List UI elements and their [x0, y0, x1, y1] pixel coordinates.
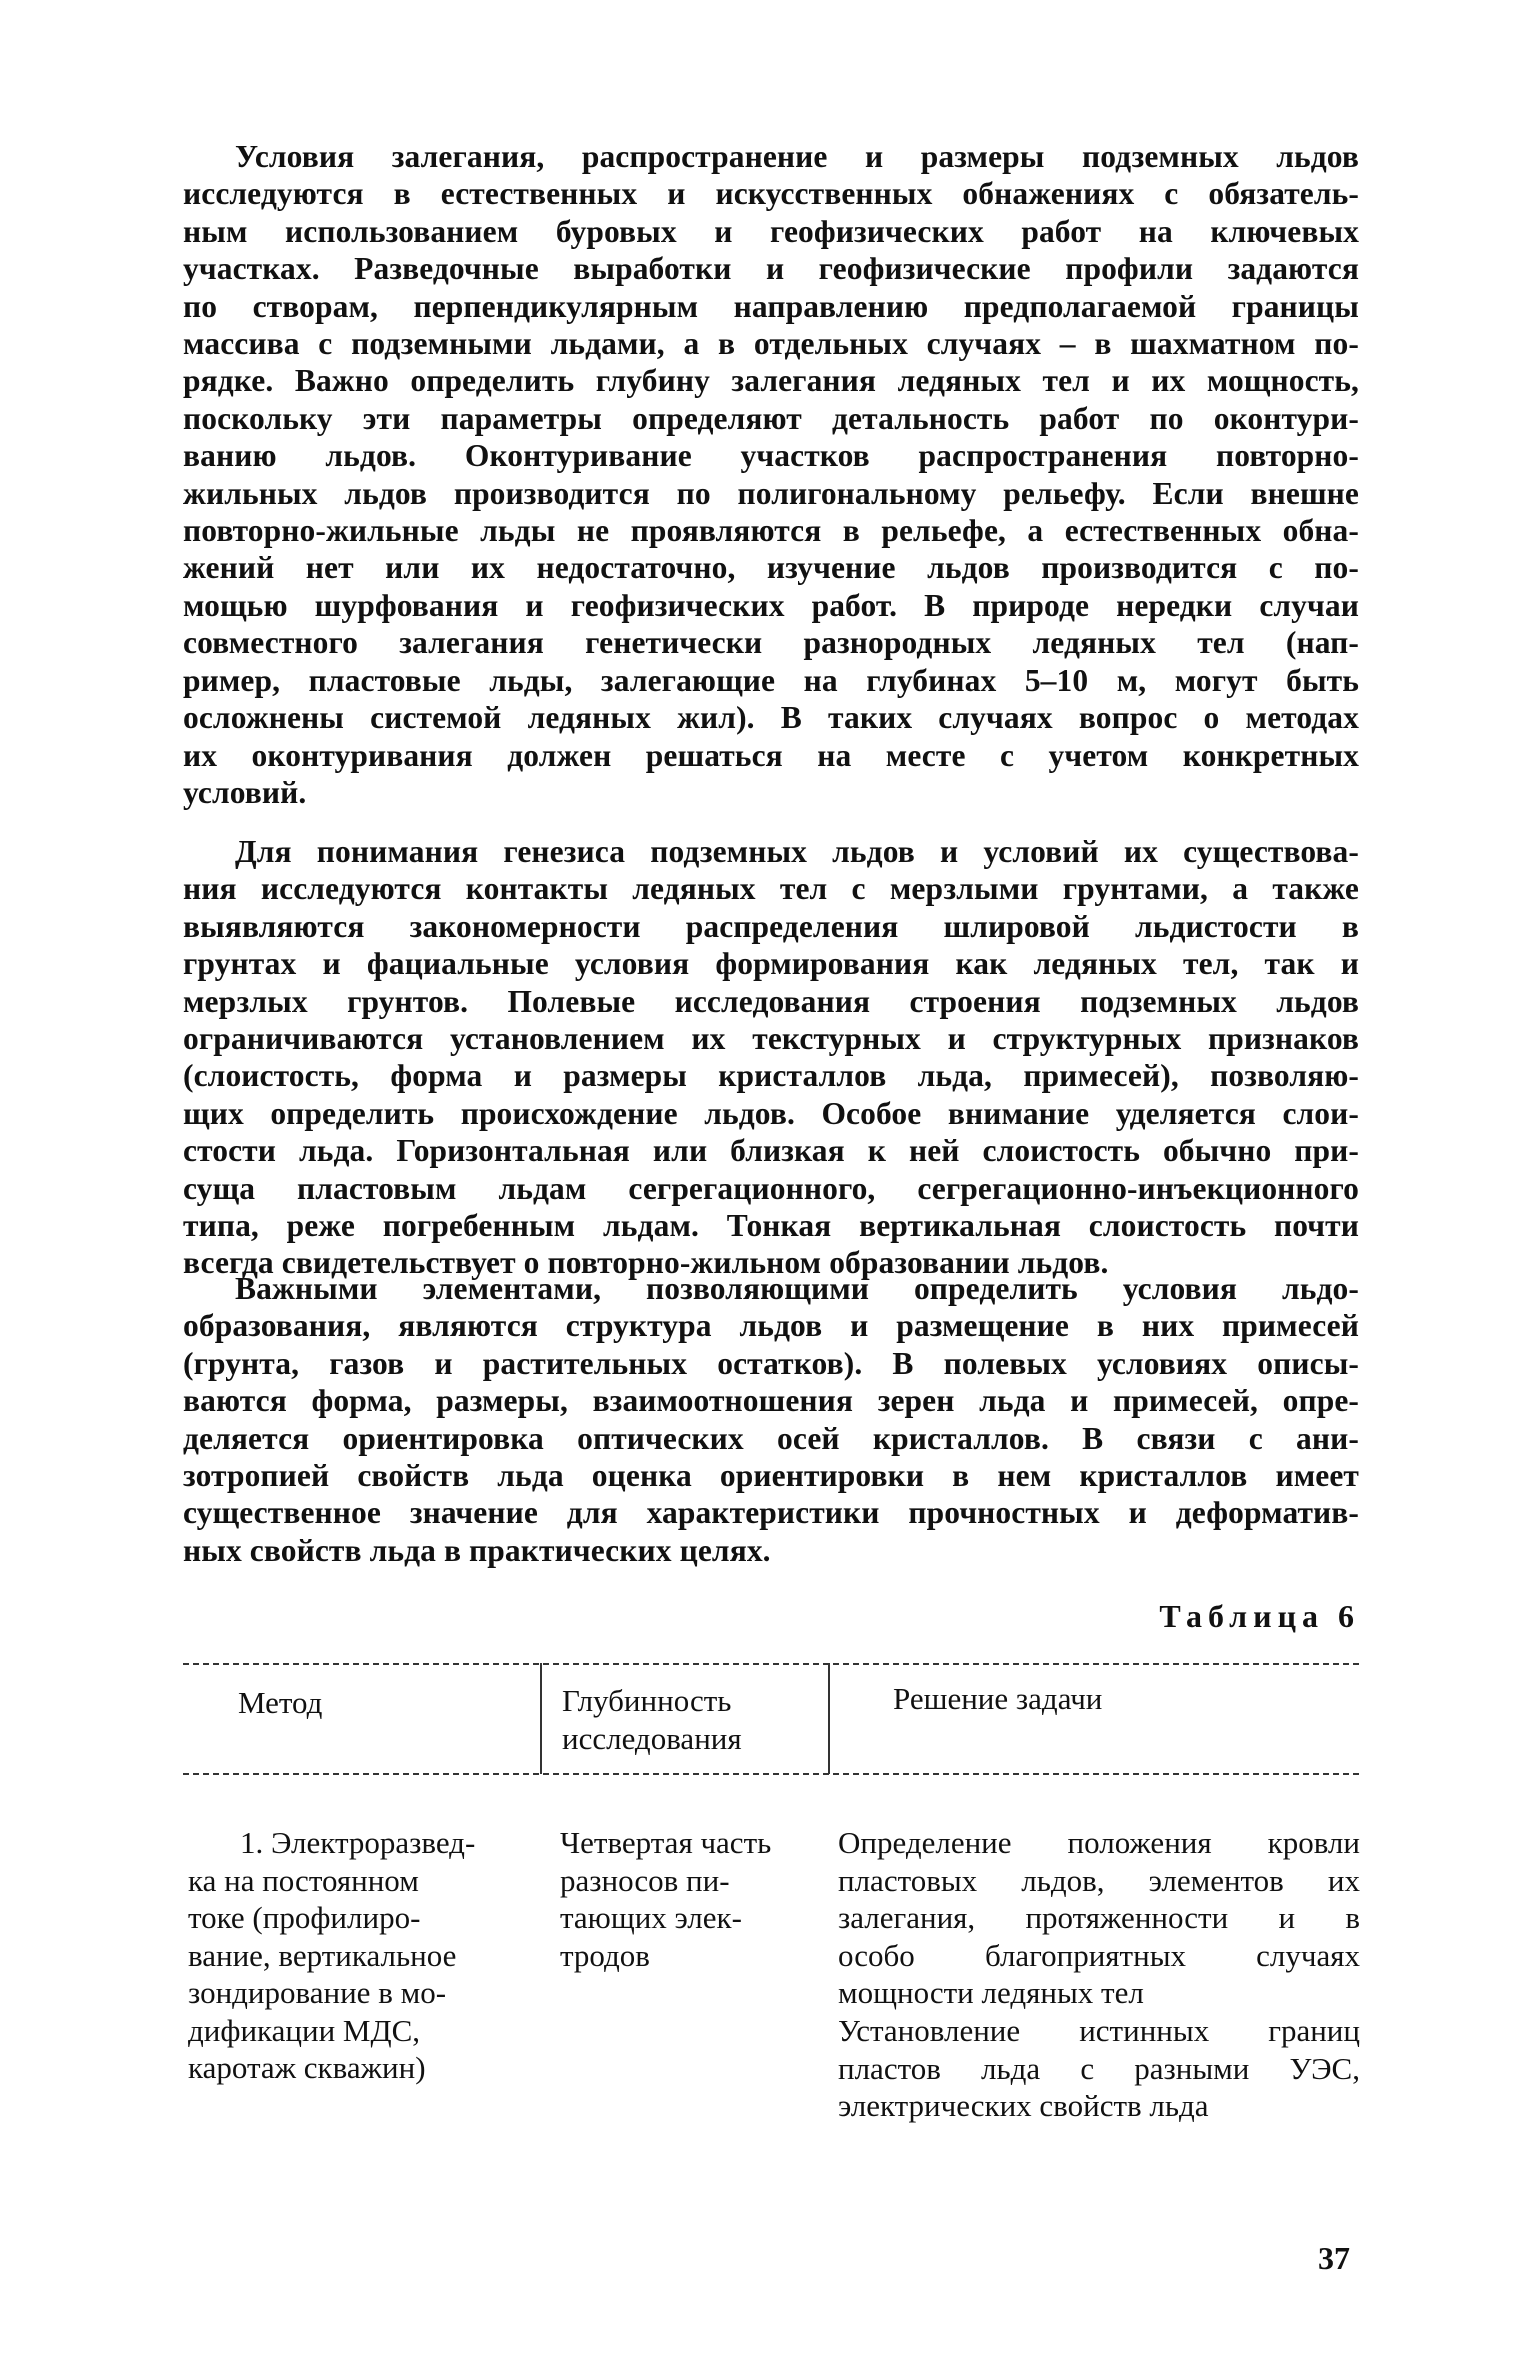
cell-line: дификации МДС, — [188, 2012, 421, 2048]
cell-line: пластов льда с разными УЭС, — [838, 2050, 1360, 2086]
header-depth-line: Глубинность — [562, 1683, 732, 1718]
paragraph-1 — [183, 138, 1359, 811]
text-line: деляется ориентировка оптических осей кристаллов. В связи с ани- — [183, 1420, 1359, 1456]
text-line: массива с подземными льдами, а в отдельных случаях – в шахматном по- — [183, 326, 1359, 362]
text-line: выявляются закономерности распределения шлировой льдистости в — [183, 908, 1359, 944]
text-line: ным использованием буровых и геофизических работ на ключевых — [183, 213, 1359, 249]
text-line: жений нет или их недостаточно, изучение льдов производится с по- — [183, 550, 1359, 586]
text-line: ванию льдов. Оконтуривание участков распространения повторно- — [183, 438, 1359, 474]
header-depth — [562, 1682, 742, 1758]
cell-line: Определение положения кровли — [838, 1825, 1360, 1860]
text-line: исследуются в естественных и искусственных обнажениях с обязатель- — [183, 176, 1359, 212]
text-line: существенное значение для характеристики прочностных и деформатив- — [183, 1495, 1359, 1531]
page-number: 37 — [1318, 2240, 1350, 2276]
column-divider — [828, 1663, 830, 1774]
text-line: стости льда. Горизонтальная или близкая к ней слоистость обычно при- — [183, 1133, 1359, 1169]
row1-task-a — [838, 1824, 1360, 2012]
cell-line: зондирование в мо- — [188, 1975, 447, 2010]
cell-line: тродов — [560, 1937, 650, 1973]
cell-line: Четвертая часть — [560, 1825, 772, 1860]
cell-line: вание, вертикальное — [188, 1937, 457, 1973]
paragraph-2 — [183, 833, 1359, 1282]
text-line: поскольку эти параметры определяют детальность работ по оконтури- — [183, 400, 1359, 436]
cell-line: Установление истинных границ — [838, 2013, 1360, 2048]
text-line: ример, пластовые льды, залегающие на глубинах 5–10 м, могут быть — [183, 662, 1359, 698]
paragraph-3 — [183, 1270, 1359, 1569]
header-method: Метод — [238, 1685, 323, 1720]
text-line: мерзлых грунтов. Полевые исследования строения подземных льдов — [183, 983, 1359, 1019]
cell-line: разносов пи- — [560, 1862, 730, 1898]
text-line: их оконтуривания должен решаться на месте с учетом конкретных — [183, 737, 1359, 773]
header-depth-line: исследования — [562, 1721, 742, 1756]
cell-line: пластовых льдов, элементов их — [838, 1862, 1360, 1898]
text-line: ния исследуются контакты ледяных тел с мерзлыми грунтами, а также — [183, 871, 1359, 907]
cell-line: мощности ледяных тел — [838, 1975, 1144, 2010]
table-header-rule — [183, 1773, 1359, 1775]
cell-line: особо благоприятных случаях — [838, 1937, 1360, 1973]
text-line: ваются форма, размеры, взаимоотношения зерен льда и примесей, опре- — [183, 1383, 1359, 1419]
text-line: Для понимания генезиса подземных льдов и условий их существова- — [235, 834, 1359, 869]
cell-line: ка на постоянном — [188, 1862, 419, 1898]
text-line: ограничиваются установлением их текстурных и структурных признаков — [183, 1021, 1359, 1057]
cell-line: каротаж скважин) — [188, 2050, 426, 2085]
table-caption: Таблица 6 — [1159, 1598, 1360, 1634]
column-divider — [540, 1663, 542, 1774]
text-line: повторно-жильные льды не проявляются в рельефе, а естественных обна- — [183, 513, 1359, 549]
row1-depth — [560, 1824, 815, 1974]
row1-task-b — [838, 2012, 1360, 2125]
row1-method — [188, 1824, 523, 2087]
text-line: суща пластовым льдам сегрегационного, сегрегационно-инъекционного — [183, 1170, 1359, 1206]
text-line: Важными элементами, позволяющими определить условия льдо- — [235, 1271, 1359, 1306]
cell-line: 1. Электроразвед- — [240, 1825, 476, 1860]
text-line: по створам, перпендикулярным направлению предполагаемой границы — [183, 288, 1359, 324]
table-top-rule — [183, 1663, 1359, 1665]
text-line: образования, являются структура льдов и размещение в них примесей — [183, 1308, 1359, 1344]
text-line: всегда свидетельствует о повторно-жильном образовании льдов. — [183, 1245, 1109, 1281]
text-line: Условия залегания, распространение и размеры подземных льдов — [235, 139, 1359, 174]
text-line: щих определить происхождение льдов. Особое внимание уделяется слои- — [183, 1095, 1359, 1131]
text-line: (грунта, газов и растительных остатков). В полевых условиях описы- — [183, 1345, 1359, 1381]
text-line: условий. — [183, 774, 307, 810]
text-line: ных свойств льда в практических целях. — [183, 1532, 771, 1568]
text-line: совместного залегания генетически разнородных ледяных тел (нап- — [183, 625, 1359, 661]
header-task: Решение задачи — [893, 1681, 1103, 1716]
text-line: типа, реже погребенным льдам. Тонкая вертикальная слоистость почти — [183, 1208, 1359, 1244]
text-line: зотропией свойств льда оценка ориентировки в нем кристаллов имеет — [183, 1458, 1359, 1494]
text-line: участках. Разведочные выработки и геофизические профили задаются — [183, 251, 1359, 287]
text-line: мощью шурфования и геофизических работ. В природе нередки случаи — [183, 587, 1359, 623]
cell-line: электрических свойств льда — [838, 2088, 1209, 2123]
text-line: грунтах и фациальные условия формирования как ледяных тел, так и — [183, 946, 1359, 982]
cell-line: токе (профилиро- — [188, 1900, 421, 1935]
text-line: (слоистость, форма и размеры кристаллов льда, примесей), позволяю- — [183, 1058, 1359, 1094]
text-line: жильных льдов производится по полигональному рельефу. Если внешне — [183, 475, 1359, 511]
cell-line: тающих элек- — [560, 1900, 742, 1935]
cell-line: залегания, протяженности и в — [838, 1900, 1360, 1935]
text-line: осложнены системой ледяных жил). В таких случаях вопрос о методах — [183, 700, 1359, 736]
text-line: рядке. Важно определить глубину залегания ледяных тел и их мощность, — [183, 363, 1359, 399]
